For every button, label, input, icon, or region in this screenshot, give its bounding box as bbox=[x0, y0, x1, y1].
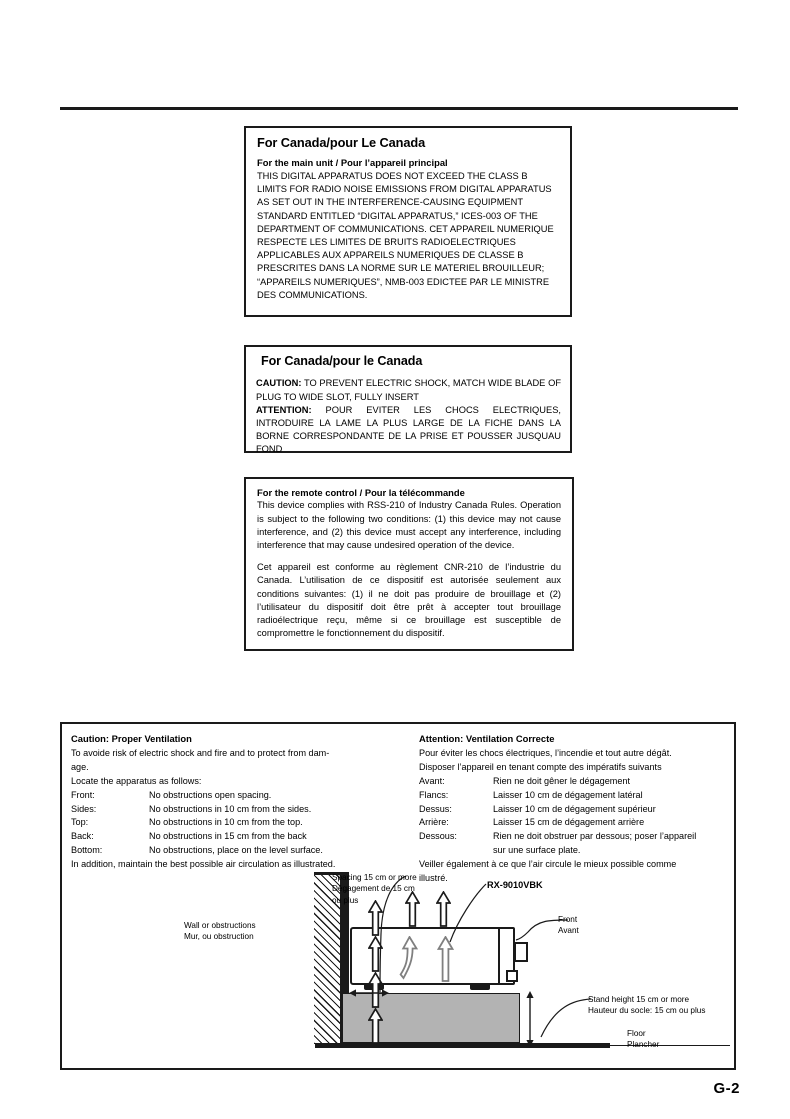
ventilation-box bbox=[60, 722, 736, 1070]
caution-text: TO PREVENT ELECTRIC SHOCK, MATCH WIDE BLADE OF PLUG TO WIDE SLOT, FULLY INSERT bbox=[256, 378, 561, 402]
spacing-label bbox=[332, 872, 417, 906]
ventilation-row-top-value: No obstructions in 10 cm from the top. bbox=[149, 817, 303, 828]
ventilation-row-flancs-value: Laisser 10 cm de dégagement latéral bbox=[493, 789, 643, 800]
ventilation-row-top bbox=[71, 816, 419, 830]
ventilation-row-sides-key: Sides: bbox=[71, 803, 97, 814]
ventilation-row-sides bbox=[71, 803, 419, 817]
notice-box-main-unit-body: THIS DIGITAL APPARATUS DOES NOT EXCEED THE CLASS B LIMITS FOR RADIO NOISE EMISSIONS FROM DIGITAL APPARATUS AS SET OUT IN THE INTERFERENCE-CAUSING EQUIPMENT STANDARD ENTITLED “DIGITAL APPARATUS,” ICES-003 OF THE DEPARTMENT OF COMMUNICATIONS. CET APPAREIL NUMERIQUE RESPECTE LES LIMITES DE BRUITS RADIOELECTRIQUES APPLICABLES AUX APPAREILS NUMERIQUES DE CLASSE B PRESCRITES DANS LA NORME SUR LE MATERIEL BROUILLEUR; “APPAREILS NUMERIQUES”, NMB-003 EDICTEE PAR LE MINISTRE DES COMMUNICATIONS. bbox=[257, 171, 554, 300]
wall-label-en: Wall or obstructions bbox=[184, 921, 256, 930]
ventilation-row-sides-value: No obstructions in 10 cm from the sides. bbox=[149, 803, 312, 814]
ventilation-intro-en-1b: age. bbox=[71, 762, 89, 773]
ventilation-intro-fr-1: Pour éviter les chocs électriques, l’incendie et tout autre dégât. bbox=[419, 748, 672, 759]
ventilation-row-flancs bbox=[419, 789, 731, 803]
ventilation-row-front bbox=[71, 789, 419, 803]
floor-label bbox=[627, 1028, 659, 1051]
notice-box-remote-control bbox=[244, 477, 574, 651]
ventilation-row-bottom-value: No obstructions, place on the level surface. bbox=[149, 844, 323, 855]
notice-box-main-unit-title: For Canada/pour Le Canada bbox=[257, 135, 426, 150]
stand-height-leader-line bbox=[533, 997, 593, 1044]
stand-height-label-fr: Hauteur du socle: 15 cm ou plus bbox=[588, 1006, 706, 1016]
ventilation-intro-fr-2: Disposer l’appareil en tenant compte des impératifs suivants bbox=[419, 762, 662, 773]
notice-box-main-unit bbox=[244, 126, 572, 317]
notice-box-plug-caution-body bbox=[256, 377, 561, 456]
ventilation-row-dessous-value: Rien ne doit obstruer par dessous; poser l’appareil bbox=[493, 831, 697, 842]
spacing-label-fr-2: ou plus bbox=[332, 895, 359, 905]
ventilation-intro-en-1: To avoide risk of electric shock and fire and to protect from dam- bbox=[71, 748, 330, 759]
floor-label-en: Floor bbox=[627, 1029, 646, 1038]
notice-box-plug-caution bbox=[244, 345, 572, 453]
ventilation-row-back bbox=[71, 830, 419, 844]
ventilation-row-front-key: Front: bbox=[71, 789, 95, 800]
floor-label-fr: Plancher bbox=[627, 1040, 660, 1050]
ventilation-intro-en-2: Locate the apparatus as follows: bbox=[71, 775, 202, 786]
ventilation-row-back-key: Back: bbox=[71, 831, 94, 842]
notice-box-remote-control-body bbox=[257, 499, 561, 640]
ventilation-row-front-value: No obstructions open spacing. bbox=[149, 789, 272, 800]
ventilation-row-arriere-key: Arrière: bbox=[419, 817, 449, 828]
ventilation-row-arriere bbox=[419, 816, 731, 830]
unit-notch bbox=[506, 970, 518, 982]
airflow-arrow-rear-4 bbox=[368, 1008, 383, 1044]
model-leader-line bbox=[428, 882, 488, 949]
ventilation-outro-fr-2: illustré. bbox=[419, 872, 448, 883]
wall-label-fr: Mur, ou obstruction bbox=[184, 932, 254, 942]
ventilation-row-dessus-value: Laisser 10 cm de dégagement supérieur bbox=[493, 803, 656, 814]
spacing-label-en: Spacing 15 cm or more bbox=[332, 873, 417, 882]
ventilation-row-top-key: Top: bbox=[71, 817, 89, 828]
ventilation-column-english bbox=[71, 732, 419, 872]
ventilation-row-back-value: No obstructions in 15 cm from the back bbox=[149, 831, 307, 842]
front-label-fr: Avant bbox=[558, 926, 579, 936]
ventilation-outro-en: In addition, maintain the best possible air circulation as illustrated. bbox=[71, 858, 336, 869]
ventilation-row-avant-key: Avant: bbox=[419, 775, 445, 786]
ventilation-row-dessous-key: Dessous: bbox=[419, 831, 457, 842]
notice-box-main-unit-subtitle: For the main unit / Pour l’appareil principal bbox=[257, 156, 448, 168]
ventilation-column-french bbox=[419, 732, 731, 885]
remote-paragraph-fr: Cet appareil est conforme au règlement CNR-210 de l’industrie du Canada. L’utilisation de ce dispositif est autorisée seulement aux conditions suivantes: (1) il ne doit pas produire de brouillage et (2) l’utilisateur du dispositif doit être prêt à accepter tout brouillage radioélectrique reçu, même si ce brouillage est susceptible de compromettre le fonctionnement du dispositif. bbox=[257, 562, 561, 639]
header-rule bbox=[60, 107, 738, 110]
notice-box-plug-caution-title: For Canada/pour le Canada bbox=[261, 354, 423, 368]
ventilation-row-arriere-value: Laisser 15 cm de dégagement arrière bbox=[493, 817, 645, 828]
wall-label bbox=[184, 920, 256, 943]
attention-label: ATTENTION: bbox=[256, 404, 312, 415]
stand-height-label bbox=[588, 994, 705, 1017]
ventilation-row-dessus-key: Dessus: bbox=[419, 803, 452, 814]
ventilation-row-dessus bbox=[419, 803, 731, 817]
remote-paragraph-en: This device complies with RSS-210 of Industry Canada Rules. Operation is subject to the following two conditions: (1) this device may not cause interference, and (2) this device must accept any interference, including interference that may cause undesired operation of the device. bbox=[257, 500, 561, 550]
model-label: RX-9010VBK bbox=[487, 880, 543, 890]
ventilation-heading-fr: Attention: Ventilation Correcte bbox=[419, 733, 555, 744]
ventilation-row-flancs-key: Flancs: bbox=[419, 789, 449, 800]
spacing-label-fr-1: Dégagement de 15 cm bbox=[332, 884, 415, 894]
front-label-en: Front bbox=[558, 915, 578, 924]
attention-paragraph bbox=[256, 404, 561, 457]
caution-label: CAUTION: bbox=[256, 378, 302, 389]
stand-height-label-en: Stand height 15 cm or more bbox=[588, 995, 690, 1004]
ventilation-row-bottom bbox=[71, 844, 419, 858]
ventilation-row-dessous bbox=[419, 830, 731, 844]
front-label bbox=[558, 914, 579, 937]
page-number: G-2 bbox=[713, 1080, 740, 1097]
ventilation-row-avant bbox=[419, 775, 731, 789]
ventilation-row-dessous-cont: sur une surface plate. bbox=[493, 844, 581, 855]
notice-box-remote-control-subtitle: For the remote control / Pour la télécommande bbox=[257, 487, 465, 498]
ventilation-diagram bbox=[62, 872, 738, 1070]
ventilation-row-avant-value: Rien ne doit gêner le dégagement bbox=[493, 775, 631, 786]
ventilation-heading-en: Caution: Proper Ventilation bbox=[71, 733, 192, 744]
attention-text: POUR EVITER LES CHOCS ELECTRIQUES, INTRODUIRE LA LAME LA PLUS LARGE DE LA FICHE DANS LA BORNE CORRESPONDANTE DE LA PRISE ET POUSSER JUSQUAU FOND bbox=[256, 404, 561, 455]
caution-paragraph bbox=[256, 377, 561, 403]
ventilation-row-bottom-key: Bottom: bbox=[71, 844, 103, 855]
ventilation-outro-fr-1: Veiller également à ce que l’air circule le mieux possible comme bbox=[419, 858, 677, 869]
unit-foot-right bbox=[470, 984, 490, 990]
